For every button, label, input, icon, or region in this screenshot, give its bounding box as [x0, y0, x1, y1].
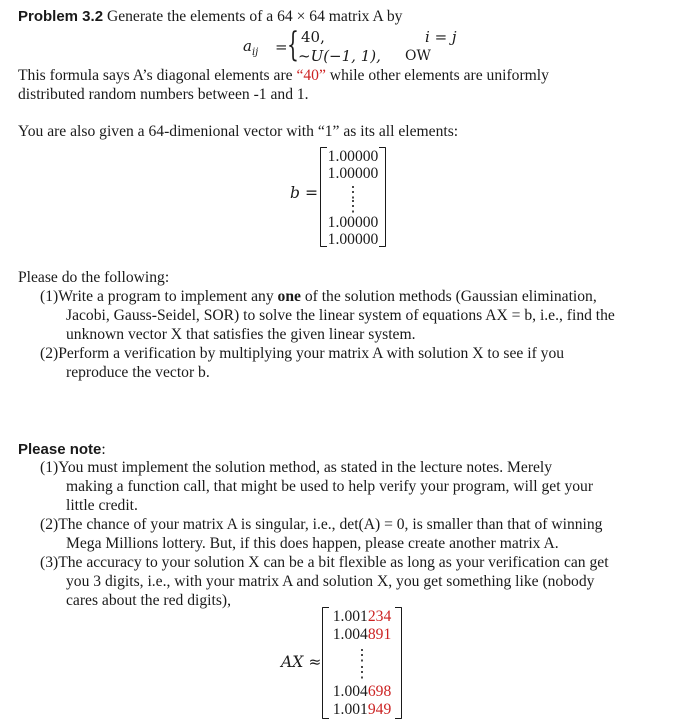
note-1-line: You must implement the solution method, as stated in the lecture notes. Merely	[58, 459, 553, 476]
note-3-line: The accuracy to your solution X can be a bit flexible as long as your verification can get	[58, 554, 609, 571]
formula-case2-value: ~U(−1, 1),	[298, 47, 381, 65]
b-label: b =	[290, 184, 319, 202]
formula	[243, 26, 463, 68]
notes-heading: Please note:	[18, 441, 106, 458]
note-3-num: (3)	[40, 554, 59, 571]
formula-lhs: $a_{ij}$	[243, 37, 259, 58]
tasks-intro: Please do the following:	[18, 269, 170, 286]
task-1-bold: one	[277, 288, 301, 305]
note-2-line: The chance of your matrix A is singular, i.e., det(A) = 0, is smaller than that of winning	[58, 516, 603, 533]
formula-brace: {	[287, 25, 299, 65]
ax-element: 1.001234	[332, 608, 392, 625]
task-1-line1-post: of the solution methods (Gaussian elimination,	[300, 288, 597, 305]
formula-equals: =	[275, 38, 288, 56]
formula-case2-cond: OW	[405, 48, 431, 64]
note-3-line: you 3 digits, i.e., with your matrix A and solution X, you get something like (nobody	[66, 573, 595, 590]
desc-line-1	[18, 66, 549, 85]
task-1-line3: unknown vector X that satisfies the given linear system.	[66, 326, 416, 343]
note-2-num: (2)	[40, 516, 59, 533]
desc-red-40: “40”	[296, 67, 326, 84]
ax-element: 1.004698	[332, 683, 392, 700]
note-2-line: Mega Millions lottery. But, if this does happen, please create another matrix A.	[66, 535, 559, 552]
note-1	[40, 458, 552, 477]
task-1-line1-pre: Write a program to implement any	[58, 288, 278, 305]
task-2-num: (2)	[40, 345, 59, 362]
problem-heading: Problem 3.2	[18, 8, 104, 25]
desc-line-2: distributed random numbers between -1 and 1.	[18, 86, 309, 103]
ax-vdots: ⋮	[354, 647, 370, 664]
note-3	[40, 553, 609, 572]
note-1-line: little credit.	[66, 497, 138, 514]
b-element: 1.00000	[327, 214, 379, 231]
problem-intro-line	[18, 7, 402, 26]
task-1-line2: Jacobi, Gauss-Seidel, SOR) to solve the linear system of equations AX = b, i.e., find the	[66, 307, 615, 324]
problem-intro-text: Generate the elements of a 64 × 64 matrix A by	[106, 8, 403, 25]
ax-element: 1.001949	[332, 701, 392, 718]
task-2	[40, 344, 564, 363]
ax-vdots: ⋮	[354, 664, 370, 681]
formula-case1-cond: i = j	[425, 28, 457, 46]
task-1-num: (1)	[40, 288, 59, 305]
note-2	[40, 515, 602, 534]
b-element: 1.00000	[327, 148, 379, 165]
formula-case1-value: 40,	[301, 28, 325, 46]
vector-intro: You are also given a 64-dimenional vector with “1” as its all elements:	[18, 123, 459, 140]
task-2-line1: Perform a verification by multiplying your matrix A with solution X to see if you	[58, 345, 565, 362]
b-vdots: ⋮	[345, 198, 361, 215]
note-1-line: making a function call, that might be used to help verify your program, will get your	[66, 478, 594, 495]
b-element: 1.00000	[327, 231, 379, 248]
note-3-line: cares about the red digits),	[66, 592, 231, 609]
task-2-line2: reproduce the vector b.	[66, 364, 210, 381]
ax-label: AX ≈	[281, 653, 322, 671]
note-1-num: (1)	[40, 459, 59, 476]
task-1	[40, 287, 597, 306]
desc-line-1-text: This formula says A’s diagonal elements are “40” while other elements are uniformly	[18, 67, 549, 84]
b-vdots: ⋮	[345, 184, 361, 201]
ax-element: 1.004891	[332, 626, 392, 643]
b-vector	[320, 147, 386, 247]
b-element: 1.00000	[327, 165, 379, 182]
ax-vector	[322, 607, 402, 719]
